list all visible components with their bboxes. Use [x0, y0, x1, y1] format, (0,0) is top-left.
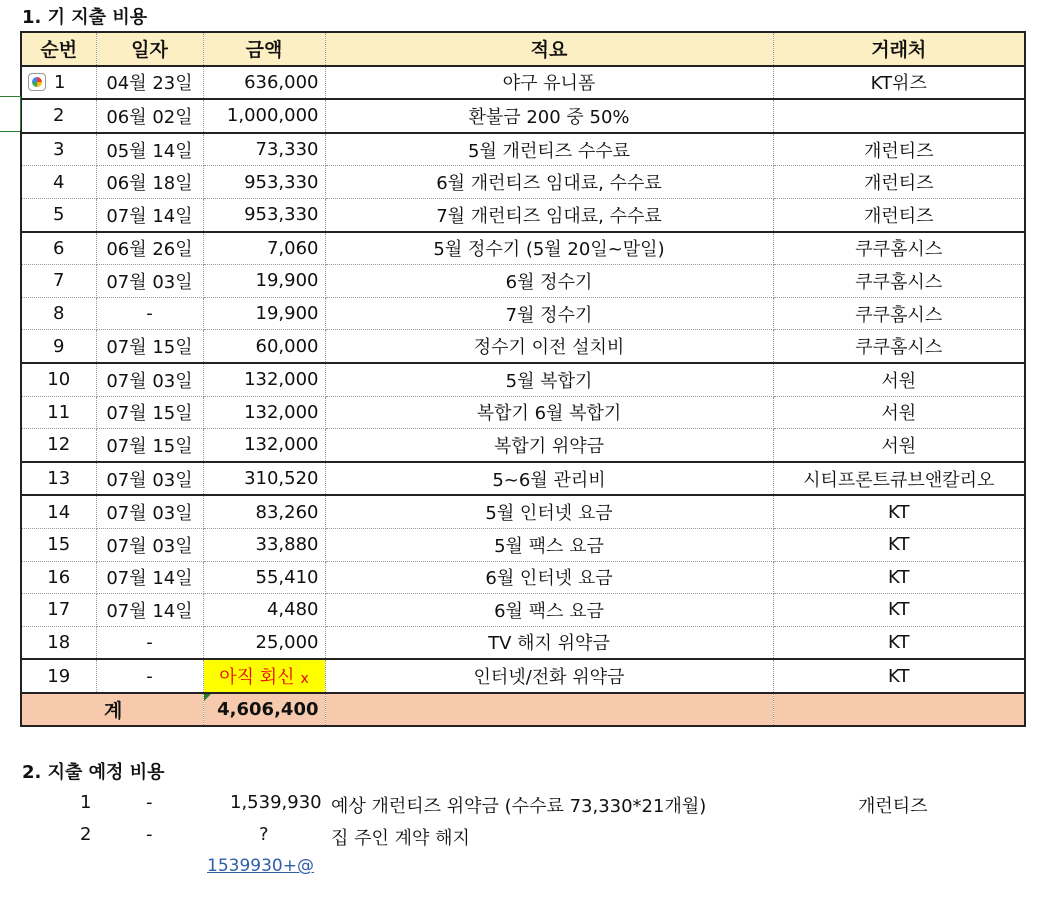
cell-amount[interactable]: 83,260: [203, 495, 325, 528]
cell-vendor[interactable]: 쿠쿠홈시스: [773, 330, 1025, 363]
table-row: [21, 232, 1025, 265]
cell-amount[interactable]: 953,330: [203, 198, 325, 231]
cell-no[interactable]: 14: [21, 495, 96, 528]
cell-desc[interactable]: 6월 팩스 요금: [325, 594, 773, 627]
section1-title: 1. 기 지출 비용: [22, 7, 148, 28]
cell-no[interactable]: 15: [21, 528, 96, 561]
cell-desc[interactable]: 5월 인터넷 요금: [325, 495, 773, 528]
cell-no[interactable]: 19: [21, 659, 96, 693]
header-vendor[interactable]: 거래처: [773, 32, 1025, 66]
table-row: [21, 66, 1025, 100]
cell-amount[interactable]: 60,000: [203, 330, 325, 363]
cell-vendor[interactable]: 개런티즈: [773, 198, 1025, 231]
total-amount-text: 4,606,400: [217, 699, 319, 721]
cell-vendor[interactable]: 서원: [773, 363, 1025, 396]
cell-date[interactable]: 07월 03일: [96, 265, 203, 298]
cell-amount[interactable]: 132,000: [203, 429, 325, 462]
cell-date[interactable]: 07월 14일: [96, 198, 203, 231]
table-row: [21, 198, 1025, 231]
cell-desc[interactable]: 5월 정수기 (5월 20일~말일): [325, 232, 773, 265]
cell-desc[interactable]: 6월 인터넷 요금: [325, 561, 773, 594]
pending-mark: x: [300, 671, 309, 688]
cell-amount[interactable]: 7,060: [203, 232, 325, 265]
total-vendor[interactable]: [773, 693, 1025, 727]
table-row: [21, 429, 1025, 462]
cell-date[interactable]: 07월 03일: [96, 363, 203, 396]
cell-date[interactable]: 07월 15일: [96, 396, 203, 429]
table-row: [21, 462, 1025, 496]
table-row: [21, 528, 1025, 561]
table-row: [21, 166, 1025, 199]
selection-border: [0, 96, 20, 132]
cell-amount[interactable]: 19,900: [203, 297, 325, 330]
selection-border: [20, 96, 21, 130]
cell-date[interactable]: -: [96, 659, 203, 693]
cell-desc[interactable]: 인터넷/전화 위약금: [325, 659, 773, 693]
cell-desc[interactable]: 6월 개런티즈 임대료, 수수료: [325, 166, 773, 199]
cell-vendor[interactable]: 서원: [773, 396, 1025, 429]
cell-date[interactable]: -: [96, 626, 203, 659]
plan-date[interactable]: -: [146, 792, 153, 813]
cell-desc[interactable]: 7월 정수기: [325, 297, 773, 330]
plan-desc[interactable]: 집 주인 계약 해지: [331, 828, 470, 849]
table-row: [21, 495, 1025, 528]
cell-desc[interactable]: TV 해지 위약금: [325, 626, 773, 659]
cell-vendor[interactable]: KT: [773, 626, 1025, 659]
cell-vendor[interactable]: 쿠쿠홈시스: [773, 297, 1025, 330]
plan-no[interactable]: 1: [80, 792, 92, 813]
cell-vendor[interactable]: 쿠쿠홈시스: [773, 265, 1025, 298]
expense-table: [20, 31, 1026, 727]
cell-desc[interactable]: 야구 유니폼: [325, 66, 773, 100]
cell-no[interactable]: 16: [21, 561, 96, 594]
table-row: [21, 99, 1025, 133]
cell-date[interactable]: 07월 15일: [96, 429, 203, 462]
cell-desc[interactable]: 정수기 이전 설치비: [325, 330, 773, 363]
cell-amount[interactable]: 4,480: [203, 594, 325, 627]
cell-desc[interactable]: 복합기 위약금: [325, 429, 773, 462]
header-desc[interactable]: 적요: [325, 32, 773, 66]
cell-amount[interactable]: 636,000: [203, 66, 325, 100]
total-row: [21, 693, 1025, 727]
cell-no[interactable]: 7: [21, 265, 96, 298]
cell-no[interactable]: 12: [21, 429, 96, 462]
cell-date[interactable]: 07월 15일: [96, 330, 203, 363]
cell-desc[interactable]: 5월 개런티즈 수수료: [325, 133, 773, 166]
cell-vendor[interactable]: 서원: [773, 429, 1025, 462]
cell-vendor[interactable]: KT: [773, 659, 1025, 693]
section2-title: 2. 지출 예정 비용: [22, 762, 165, 783]
total-amount[interactable]: [203, 693, 325, 727]
cell-desc[interactable]: 환불금 200 중 50%: [325, 99, 773, 133]
cell-date[interactable]: 07월 14일: [96, 561, 203, 594]
cell-amount[interactable]: 132,000: [203, 396, 325, 429]
cell-amount[interactable]: 55,410: [203, 561, 325, 594]
plan-no[interactable]: 2: [80, 824, 92, 845]
cell-no[interactable]: 17: [21, 594, 96, 627]
header-row: [21, 32, 1025, 66]
cell-vendor[interactable]: 쿠쿠홈시스: [773, 232, 1025, 265]
cell-date[interactable]: 07월 14일: [96, 594, 203, 627]
pending-text: 아직 회신: [219, 667, 295, 689]
cell-no[interactable]: 6: [21, 232, 96, 265]
cell-amount[interactable]: 953,330: [203, 166, 325, 199]
cell-vendor[interactable]: KT: [773, 594, 1025, 627]
cell-amount[interactable]: 132,000: [203, 363, 325, 396]
cell-desc[interactable]: 7월 개런티즈 임대료, 수수료: [325, 198, 773, 231]
plan-date[interactable]: -: [146, 824, 153, 845]
cell-vendor[interactable]: KT: [773, 528, 1025, 561]
cell-no[interactable]: 2: [21, 99, 96, 133]
cell-amount[interactable]: 25,000: [203, 626, 325, 659]
cell-date[interactable]: 06월 18일: [96, 166, 203, 199]
cell-amount[interactable]: 19,900: [203, 265, 325, 298]
cell-date[interactable]: 04월 23일: [96, 66, 203, 100]
cell-desc[interactable]: 5월 복합기: [325, 363, 773, 396]
plan-amount[interactable]: 1,539,930: [230, 792, 322, 813]
cell-no[interactable]: 13: [21, 462, 96, 496]
comment-indicator-icon[interactable]: [204, 694, 211, 701]
cell-desc[interactable]: 6월 정수기: [325, 265, 773, 298]
table-row: [21, 659, 1025, 693]
cell-vendor[interactable]: KT: [773, 495, 1025, 528]
cell-no[interactable]: 3: [21, 133, 96, 166]
cell-date[interactable]: 06월 02일: [96, 99, 203, 133]
table-row: [21, 396, 1025, 429]
total-label: 계: [21, 693, 203, 727]
cell-vendor[interactable]: KT위즈: [773, 66, 1025, 100]
cell-amount[interactable]: 1,000,000: [203, 99, 325, 133]
cell-no[interactable]: 4: [21, 166, 96, 199]
total-desc[interactable]: [325, 693, 773, 727]
table-row: [21, 133, 1025, 166]
cell-date[interactable]: 06월 26일: [96, 232, 203, 265]
cell-amount[interactable]: 33,880: [203, 528, 325, 561]
cell-vendor[interactable]: 시티프론트큐브앤칼리오: [773, 462, 1025, 496]
cell-vendor[interactable]: 개런티즈: [773, 166, 1025, 199]
cell-desc[interactable]: 5~6월 관리비: [325, 462, 773, 496]
cell-no[interactable]: 10: [21, 363, 96, 396]
cell-no[interactable]: 8: [21, 297, 96, 330]
copilot-icon[interactable]: [28, 73, 46, 91]
cell-vendor[interactable]: [773, 99, 1025, 133]
cell-date[interactable]: 07월 03일: [96, 495, 203, 528]
header-no[interactable]: 순번: [21, 32, 96, 66]
cell-date[interactable]: 07월 03일: [96, 462, 203, 496]
cell-desc[interactable]: 5월 팩스 요금: [325, 528, 773, 561]
table-row: [21, 330, 1025, 363]
table-row: [21, 561, 1025, 594]
cell-no[interactable]: [21, 66, 96, 100]
cell-date[interactable]: -: [96, 297, 203, 330]
table-row: [21, 297, 1025, 330]
cell-desc[interactable]: 복합기 6월 복합기: [325, 396, 773, 429]
table-row: [21, 265, 1025, 298]
header-amount[interactable]: 금액: [203, 32, 325, 66]
cell-no[interactable]: 5: [21, 198, 96, 231]
cell-no[interactable]: 18: [21, 626, 96, 659]
table-row: [21, 363, 1025, 396]
cell-amount-pending[interactable]: [203, 659, 325, 693]
formula-link[interactable]: 1539930+@: [207, 856, 314, 876]
cell-no[interactable]: 9: [21, 330, 96, 363]
header-date[interactable]: 일자: [96, 32, 203, 66]
cell-vendor[interactable]: KT: [773, 561, 1025, 594]
cell-no-text: 1: [54, 71, 66, 93]
cell-date[interactable]: 07월 03일: [96, 528, 203, 561]
plan-desc[interactable]: 예상 개런티즈 위약금 (수수료 73,330*21개월): [331, 796, 707, 817]
table-row: [21, 594, 1025, 627]
plan-vendor[interactable]: 개런티즈: [858, 796, 928, 817]
cell-no[interactable]: 11: [21, 396, 96, 429]
plan-amount[interactable]: ?: [259, 824, 269, 845]
cell-amount[interactable]: 73,330: [203, 133, 325, 166]
table-row: [21, 626, 1025, 659]
cell-vendor[interactable]: 개런티즈: [773, 133, 1025, 166]
cell-amount[interactable]: 310,520: [203, 462, 325, 496]
cell-date[interactable]: 05월 14일: [96, 133, 203, 166]
